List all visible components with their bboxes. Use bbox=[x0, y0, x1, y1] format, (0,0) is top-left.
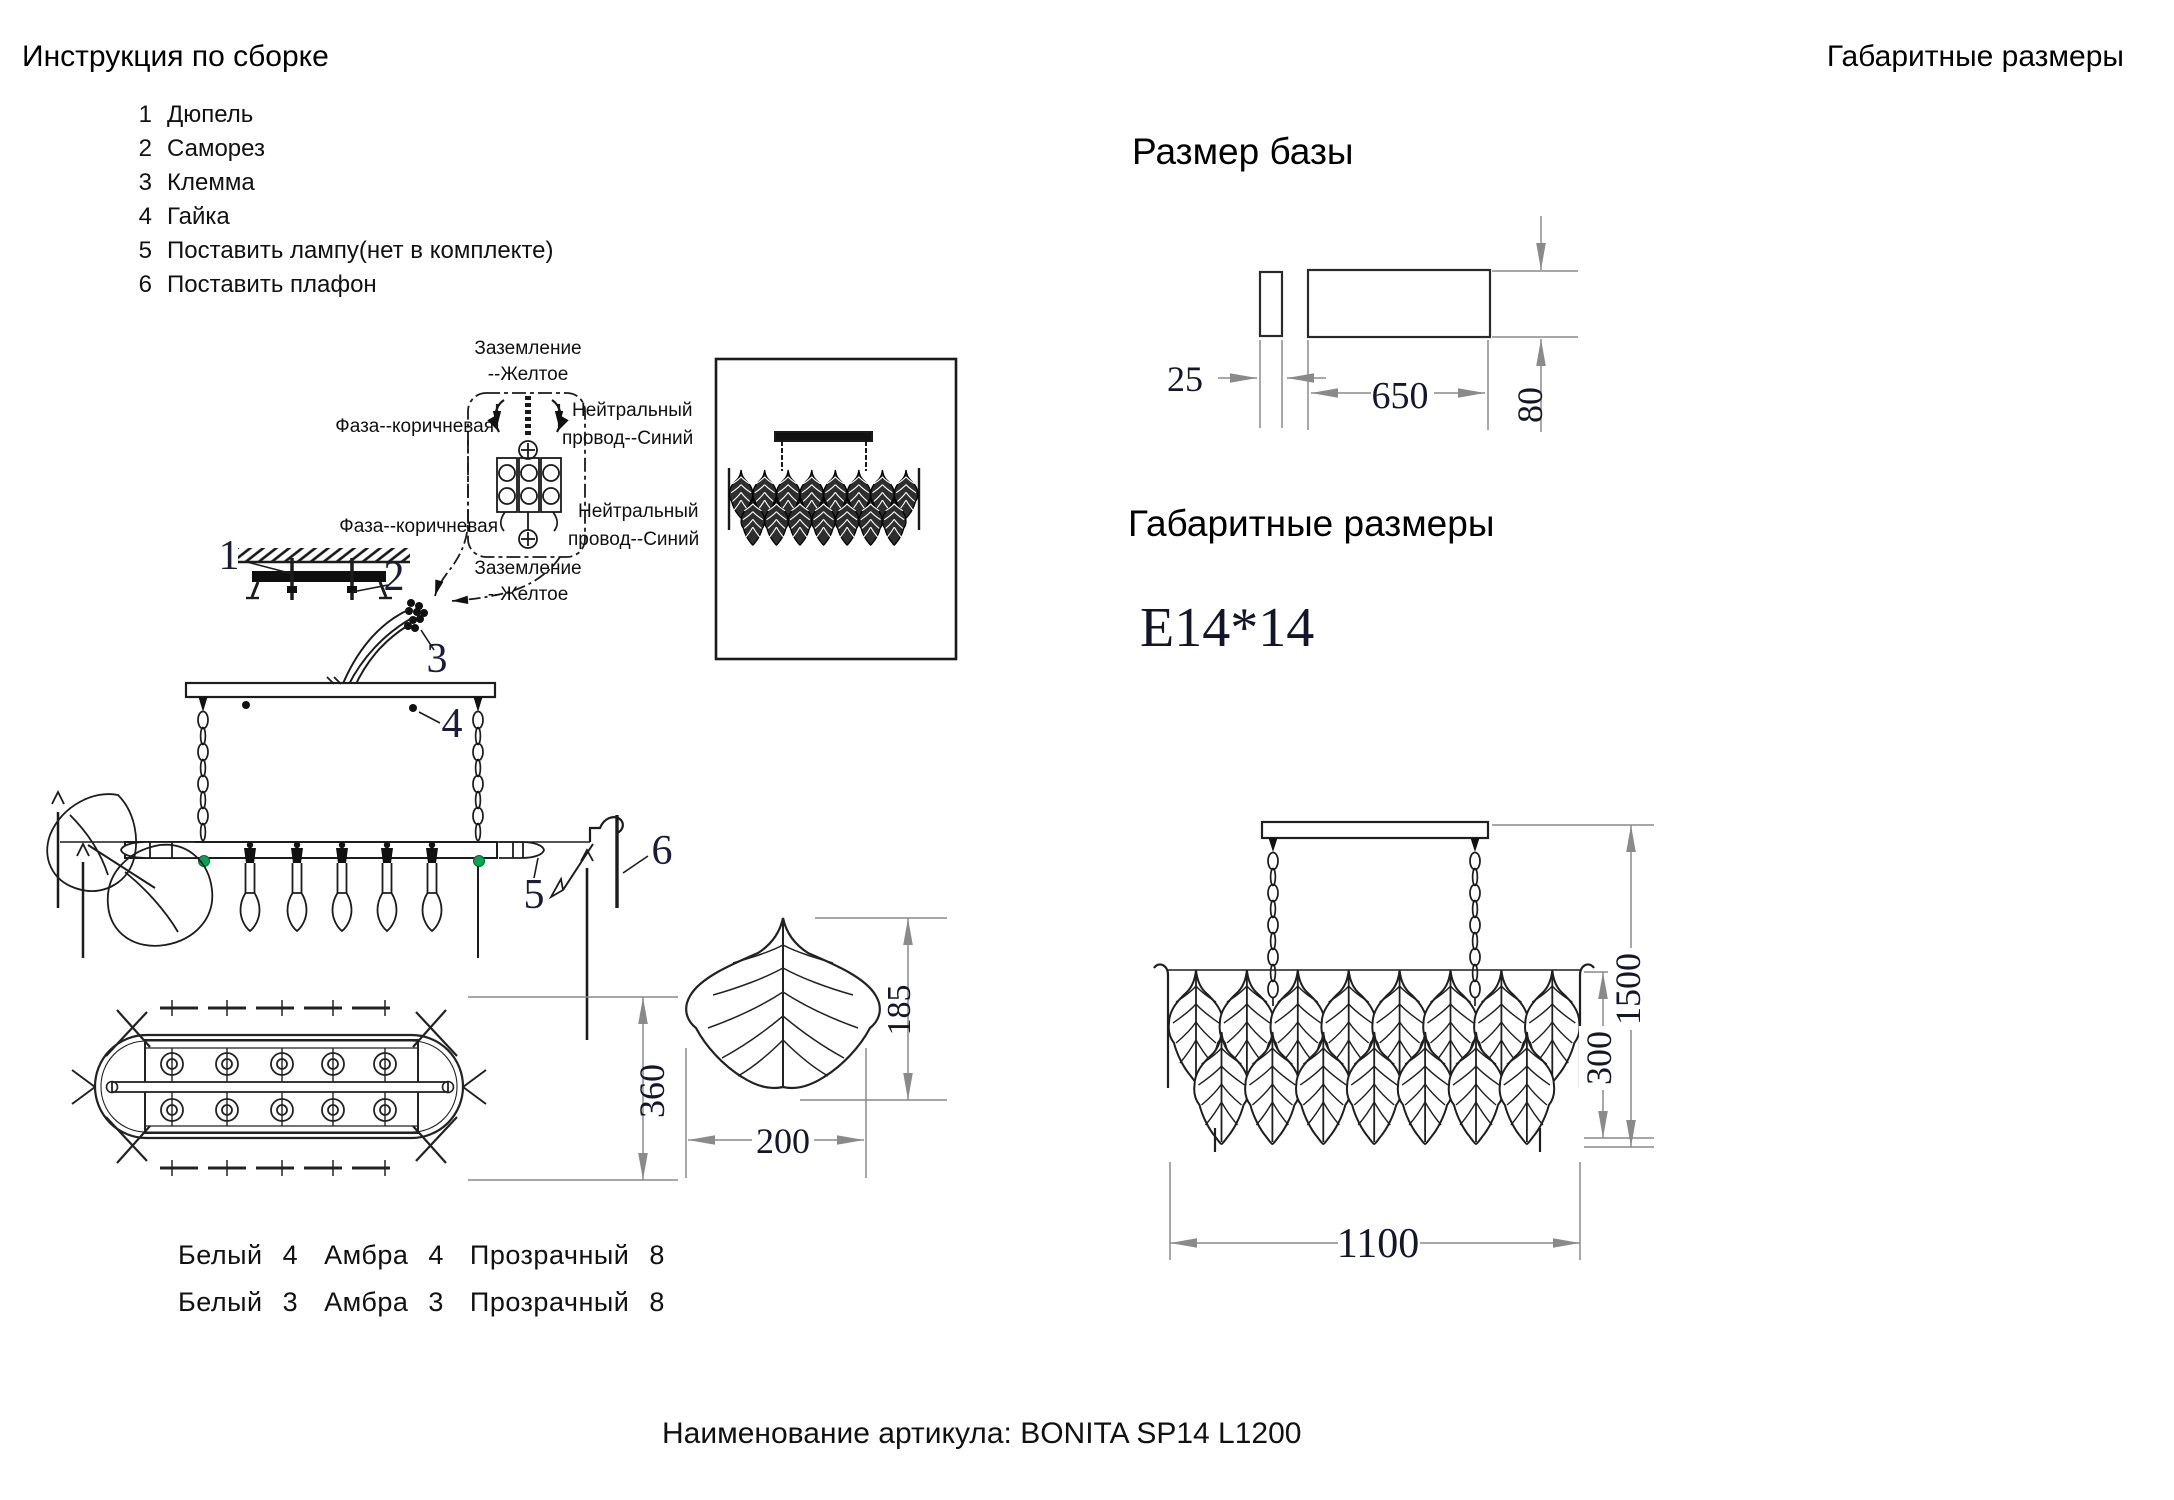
shade-qty: 8 bbox=[649, 1240, 665, 1270]
dim-overall-300 bbox=[1578, 1003, 1620, 1113]
part-number: 4 bbox=[138, 203, 152, 230]
top-plan-view bbox=[72, 1000, 486, 1176]
part-number: 6 bbox=[138, 271, 152, 298]
finished-view-thumbnail bbox=[716, 359, 956, 659]
dim-leaf-200: 200 bbox=[756, 1121, 810, 1161]
part-number: 1 bbox=[138, 101, 152, 128]
shade-count-row-1 bbox=[178, 1240, 665, 1271]
shade-color: Амбра bbox=[324, 1287, 409, 1317]
dim-top-view-360: 360 bbox=[632, 1064, 672, 1118]
parts-list-item bbox=[110, 237, 554, 267]
wiring-label-ground-bottom2: --Желтое bbox=[487, 584, 569, 605]
assembly-side-view bbox=[47, 548, 648, 1040]
overall-heading: Габаритные размеры bbox=[1128, 503, 1495, 544]
part-number: 5 bbox=[138, 237, 152, 264]
callout-5: 5 bbox=[523, 872, 545, 918]
part-number: 3 bbox=[138, 169, 152, 196]
page-title: Инструкция по сборке bbox=[22, 40, 329, 73]
part-label: Дюпель bbox=[167, 101, 254, 128]
shade-qty: 8 bbox=[649, 1287, 665, 1317]
dim-base-25: 25 bbox=[1167, 359, 1203, 399]
callout-2: 2 bbox=[383, 554, 405, 600]
part-number: 2 bbox=[138, 135, 152, 162]
dim-overall-300-text: 300 bbox=[1579, 1026, 1619, 1090]
part-label: Саморез bbox=[167, 135, 265, 162]
shade-color: Амбра bbox=[324, 1240, 409, 1270]
callout-1: 1 bbox=[218, 533, 240, 579]
part-label: Гайка bbox=[167, 203, 230, 230]
wiring-label-neutral-bottom2: провод--Синий bbox=[568, 529, 700, 550]
parts-list-item bbox=[110, 135, 265, 165]
shade-qty: 4 bbox=[282, 1240, 299, 1270]
wiring-label-ground-bottom: Заземление bbox=[474, 558, 582, 579]
dim-overall-1500-text: 1500 bbox=[1608, 948, 1648, 1030]
wiring-label-neutral-top2: провод--Синий bbox=[562, 428, 694, 449]
shade-color: Белый bbox=[178, 1287, 263, 1317]
wire-bundle bbox=[404, 599, 428, 632]
shade-color: Прозрачный bbox=[469, 1287, 630, 1317]
parts-list-item bbox=[110, 101, 253, 131]
article-label: Наименование артикула: bbox=[662, 1417, 1012, 1450]
callout-4: 4 bbox=[441, 701, 463, 747]
wiring-label-phase-bottom: Фаза--коричневая bbox=[339, 516, 498, 537]
lamp-socket-spec: E14*14 bbox=[1140, 597, 1315, 659]
shade-color: Белый bbox=[178, 1240, 263, 1270]
wiring-label-ground-top2: --Желтое bbox=[487, 364, 569, 385]
overall-drawing bbox=[1154, 822, 1594, 1152]
leaf-detail bbox=[686, 918, 880, 1088]
base-drawing bbox=[1260, 270, 1490, 337]
callout-3: 3 bbox=[426, 636, 448, 682]
wiring-label-phase-top: Фаза--коричневая bbox=[335, 416, 494, 437]
left-shade-sketch bbox=[47, 792, 212, 958]
shade-qty: 3 bbox=[282, 1287, 299, 1317]
shade-qty: 3 bbox=[428, 1287, 444, 1317]
dim-overall-1100: 1100 bbox=[1336, 1221, 1420, 1267]
wiring-label-neutral-top: Нейтральный bbox=[572, 400, 693, 421]
article-value: BONITA SP14 L1200 bbox=[1020, 1417, 1302, 1450]
shade-color: Прозрачный bbox=[469, 1240, 630, 1270]
base-size-heading: Размер базы bbox=[1132, 131, 1354, 172]
dim-leaf-185: 185 bbox=[881, 984, 918, 1036]
dim-base-80: 80 bbox=[1510, 387, 1550, 423]
parts-list-item bbox=[110, 169, 255, 199]
part-label: Клемма bbox=[167, 169, 255, 196]
shade-count-row-2 bbox=[178, 1287, 665, 1318]
wiring-label-neutral-bottom: Нейтральный bbox=[578, 501, 699, 522]
callout-6: 6 bbox=[651, 828, 673, 874]
part-label: Поставить плафон bbox=[167, 271, 377, 298]
shade-qty: 4 bbox=[428, 1240, 444, 1270]
header-right-title: Габаритные размеры bbox=[1826, 40, 2124, 73]
fixing-dot bbox=[474, 856, 485, 867]
parts-list-item bbox=[110, 203, 230, 233]
parts-list-item bbox=[110, 271, 377, 301]
dim-base-650: 650 bbox=[1371, 375, 1429, 417]
part-label: Поставить лампу(нет в комплекте) bbox=[167, 237, 554, 264]
wiring-label-ground-top: Заземление bbox=[474, 338, 582, 359]
article-name bbox=[662, 1417, 1301, 1451]
